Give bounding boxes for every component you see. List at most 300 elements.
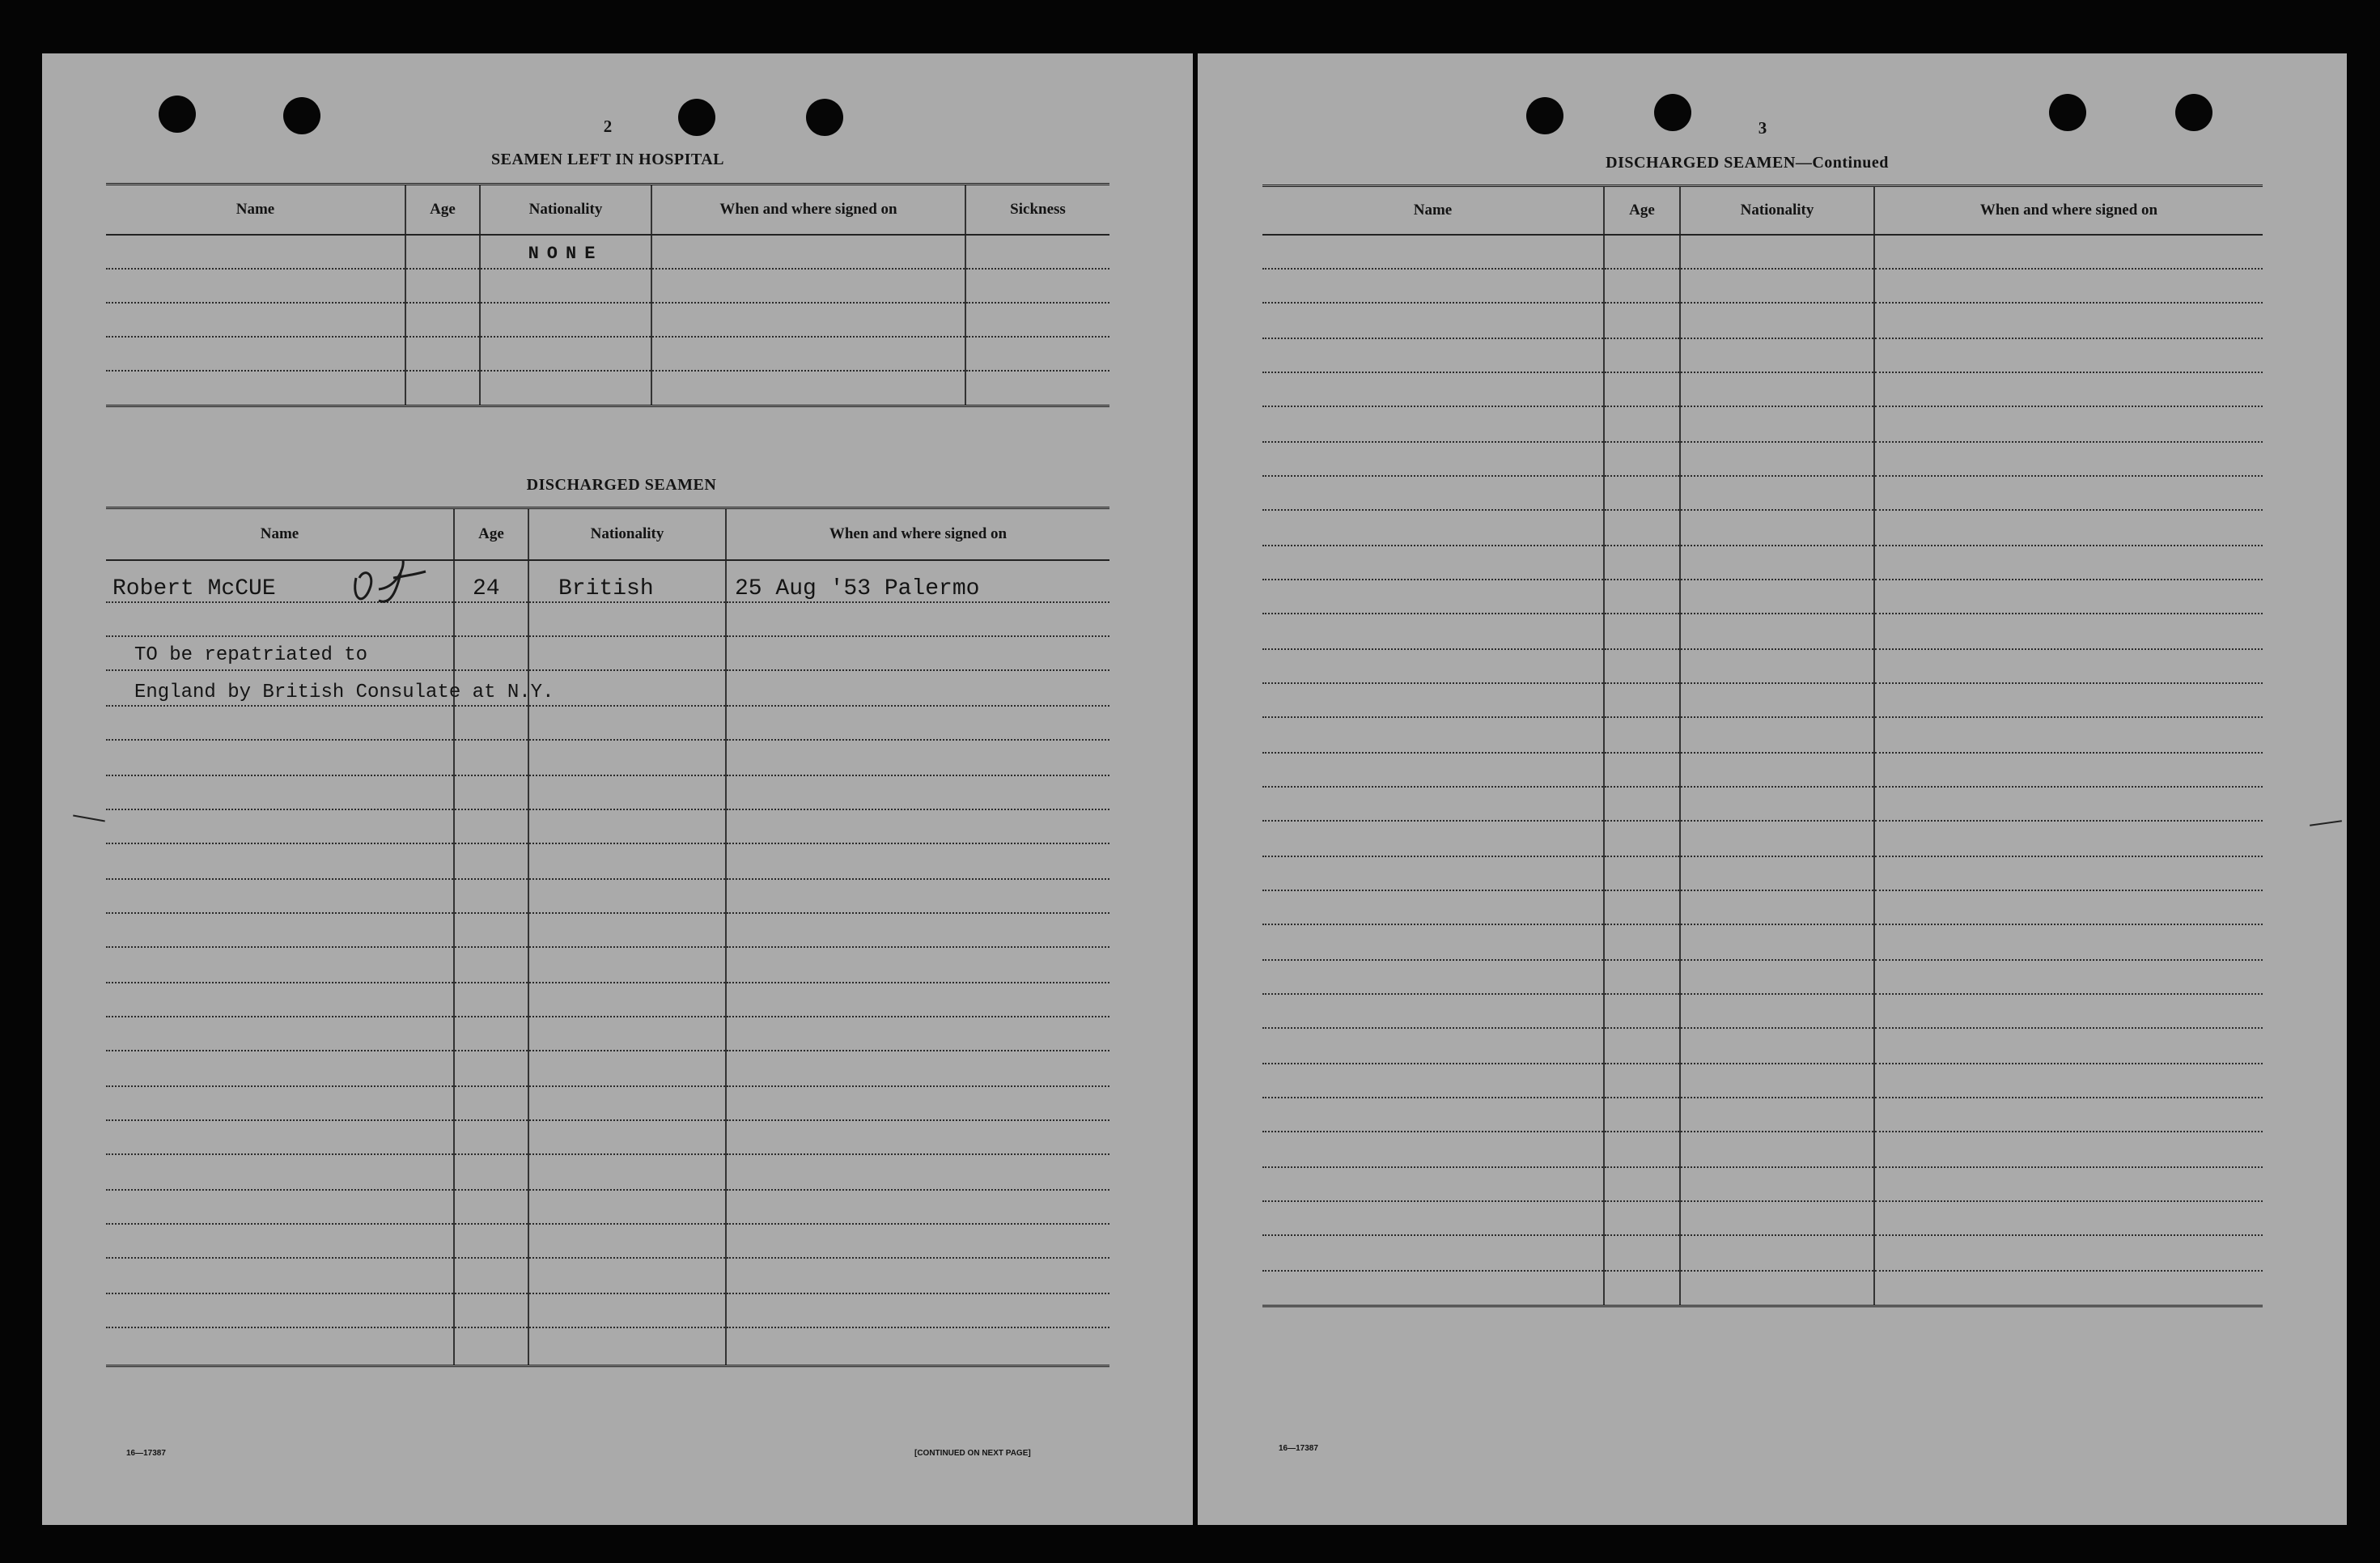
table-cell [1262,1064,1604,1098]
table-cell [1680,994,1874,1028]
table-row [1262,717,2263,753]
table-cell [726,670,1109,706]
table-cell [1262,924,1604,960]
table-cell [1680,717,1874,753]
table-row [1262,821,2263,856]
table-cell [726,740,1109,775]
table-cell [1680,372,1874,406]
form-number: 16—17387 [1279,1444,1318,1453]
table-cell [454,1190,528,1224]
table-row [106,740,1109,775]
table-row [106,1224,1109,1258]
table-cell [1604,476,1680,510]
table-cell [454,1258,528,1293]
table-cell [726,1327,1109,1366]
seaman-signed-on: 25 Aug '53 Palermo [726,560,1109,602]
table-cell [726,983,1109,1017]
table-row [106,560,1109,602]
table-cell [726,1224,1109,1258]
table-cell [528,1293,726,1327]
table-cell [1874,546,2263,580]
table-cell [1262,960,1604,994]
table-row [106,775,1109,809]
table-cell [1680,338,1874,372]
table-cell [1262,235,1604,269]
table-cell [528,1327,726,1366]
table-cell [965,371,1109,406]
table-row [106,508,1109,560]
table-cell [1680,821,1874,856]
table-cell [1680,510,1874,546]
table-cell [726,775,1109,809]
table-cell [106,913,454,947]
table-cell [405,235,480,269]
table-cell [1604,1132,1680,1167]
table-cell [454,602,528,636]
table-cell [528,1051,726,1086]
table-cell [454,1120,528,1154]
table-cell [1874,960,2263,994]
table-row [106,843,1109,879]
table-row [1262,1235,2263,1271]
table-cell [1604,235,1680,269]
table-cell [528,775,726,809]
table-cell [1874,1028,2263,1064]
table-cell [1604,372,1680,406]
table-cell [1262,338,1604,372]
table-cell [651,303,965,337]
table-cell [1262,787,1604,821]
table-cell [1604,546,1680,580]
table-cell [1874,1201,2263,1235]
table-cell [1680,303,1874,338]
hospital-table [106,183,1109,407]
table-row [106,1190,1109,1224]
table-cell [1262,1167,1604,1201]
table-row [1262,546,2263,580]
table-cell [1262,1132,1604,1167]
table-cell [1262,1098,1604,1132]
table-cell [1604,1201,1680,1235]
table-cell [528,602,726,636]
fold-mark [2310,820,2342,826]
table-cell [1874,476,2263,510]
table-cell [1680,614,1874,649]
table-cell [454,843,528,879]
table-cell [1604,649,1680,683]
table-cell [1874,1167,2263,1201]
table-cell [1680,1098,1874,1132]
table-cell [1874,717,2263,753]
punch-hole [283,97,320,134]
table-cell [1874,1271,2263,1306]
table-cell [1604,753,1680,787]
table-cell [726,843,1109,879]
table-cell [454,636,528,670]
table-cell [1874,1064,2263,1098]
table-row [1262,235,2263,269]
table-cell [106,1258,454,1293]
table-cell [480,269,651,303]
table-cell [1262,406,1604,442]
fold-mark [73,815,105,822]
table-cell [106,1293,454,1327]
table-cell [454,706,528,740]
table-cell [1262,442,1604,476]
discharged-continued-title [1606,154,1889,172]
table-cell [1874,338,2263,372]
table-cell [651,269,965,303]
table-cell [1604,1167,1680,1201]
table-cell [1262,269,1604,303]
table-cell [965,337,1109,371]
table-cell [1680,1132,1874,1167]
header-nationality: Nationality [1680,186,1874,235]
header-signed-on: When and where signed on [1874,186,2263,235]
table-row [1262,476,2263,510]
table-cell [1604,580,1680,614]
table-cell [106,740,454,775]
table-row [1262,580,2263,614]
table-cell [1874,924,2263,960]
table-row [1262,442,2263,476]
table-cell [651,235,965,269]
table-cell [726,1086,1109,1120]
repatriation-note-line1: TO be repatriated to [134,644,368,666]
table-cell [1874,235,2263,269]
table-cell [528,1120,726,1154]
table-cell [1262,753,1604,787]
table-row [1262,649,2263,683]
table-cell [454,775,528,809]
table-cell [1874,372,2263,406]
table-row [106,1327,1109,1366]
table-cell [106,337,405,371]
table-cell [528,740,726,775]
table-cell [528,983,726,1017]
table-cell [1604,856,1680,890]
table-cell [1604,269,1680,303]
table-cell [965,303,1109,337]
table-cell [1680,476,1874,510]
header-nationality: Nationality [480,185,651,235]
table-row [106,809,1109,843]
table-cell [1680,235,1874,269]
title-suffix: —Continued [1795,154,1889,172]
table-row [106,235,1109,269]
table-cell [106,809,454,843]
table-cell [106,269,405,303]
punch-hole [1654,94,1691,131]
table-cell [106,303,405,337]
table-cell [1262,580,1604,614]
table-cell [528,947,726,983]
table-row [106,1120,1109,1154]
table-cell [1874,406,2263,442]
table-row [1262,372,2263,406]
seaman-age: 24 [454,560,528,602]
table-cell [1604,303,1680,338]
table-cell [1874,890,2263,924]
continued-note: [CONTINUED ON NEXT PAGE] [914,1449,1031,1458]
table-cell [1874,856,2263,890]
table-cell [726,1190,1109,1224]
table-cell [106,235,405,269]
table-cell [1680,546,1874,580]
table-row [106,602,1109,636]
table-cell [454,879,528,913]
table-cell [1680,1028,1874,1064]
table-cell [1604,1028,1680,1064]
table-cell [528,1017,726,1051]
table-cell [454,1051,528,1086]
table-cell [1874,510,2263,546]
table-row [106,913,1109,947]
table-cell [454,1086,528,1120]
table-cell [651,337,965,371]
header-nationality: Nationality [528,508,726,560]
table-cell [528,843,726,879]
table-cell [454,740,528,775]
table-cell [106,706,454,740]
table-cell [1262,890,1604,924]
table-cell [106,1154,454,1190]
table-row [1262,303,2263,338]
punch-hole [678,99,715,136]
table-cell [1262,546,1604,580]
table-row [1262,960,2263,994]
table-cell [528,1154,726,1190]
header-signed-on: When and where signed on [726,508,1109,560]
table-row [1262,787,2263,821]
table-cell [106,879,454,913]
table-cell [1262,1028,1604,1064]
table-row [1262,1167,2263,1201]
table-cell [106,371,405,406]
table-row [1262,1271,2263,1306]
table-cell [106,775,454,809]
header-age: Age [405,185,480,235]
table-cell [1262,476,1604,510]
table-row [106,1154,1109,1190]
table-cell [528,809,726,843]
table-row [1262,890,2263,924]
table-cell [1874,1235,2263,1271]
table-cell [1262,1235,1604,1271]
table-row [106,1051,1109,1086]
table-cell [454,947,528,983]
table-cell [1874,994,2263,1028]
table-row [106,303,1109,337]
table-cell [1874,442,2263,476]
table-cell [528,1258,726,1293]
table-cell [1604,442,1680,476]
table-row [1262,1132,2263,1167]
table-cell [1604,1064,1680,1098]
table-cell [405,371,480,406]
table-row [1262,338,2263,372]
table-cell [1604,890,1680,924]
table-cell [1874,269,2263,303]
table-row [106,879,1109,913]
table-cell [106,1017,454,1051]
table-cell [1680,1064,1874,1098]
table-cell [1604,924,1680,960]
table-row [106,947,1109,983]
discharged-table [106,507,1109,1367]
table-cell [1680,649,1874,683]
table-row [106,1086,1109,1120]
handwritten-initials [346,554,435,610]
table-cell [1604,717,1680,753]
table-cell [1680,683,1874,717]
header-signed-on: When and where signed on [651,185,965,235]
table-row [1262,994,2263,1028]
table-cell [1680,580,1874,614]
table-cell [1604,994,1680,1028]
table-cell [106,843,454,879]
none-value: NONE [528,243,604,264]
table-cell [106,1190,454,1224]
table-row [1262,406,2263,442]
table-cell [106,1086,454,1120]
table-cell [1874,303,2263,338]
table-cell [454,1154,528,1190]
repatriation-note-line2: England by British Consulate at N.Y. [134,682,554,703]
header-name: Name [106,185,405,235]
table-cell [1604,787,1680,821]
table-cell [480,337,651,371]
table-cell [1604,338,1680,372]
table-cell [106,1327,454,1366]
table-cell [106,947,454,983]
table-cell [106,983,454,1017]
table-cell [1680,1167,1874,1201]
hospital-section-title: SEAMEN LEFT IN HOSPITAL [490,151,725,168]
table-cell [1874,787,2263,821]
table-cell [1680,442,1874,476]
table-cell [726,1293,1109,1327]
table-row [106,706,1109,740]
table-cell [1262,614,1604,649]
table-cell [726,1051,1109,1086]
table-cell [651,371,965,406]
table-cell [528,913,726,947]
table-cell [1680,1201,1874,1235]
table-cell [454,1327,528,1366]
table-cell [405,303,480,337]
table-row [1262,1201,2263,1235]
table-row [1262,683,2263,717]
left-page [42,53,1193,1525]
table-cell [1680,753,1874,787]
table-cell [1604,821,1680,856]
table-cell [106,1051,454,1086]
right-page [1198,53,2347,1525]
table-cell [1680,269,1874,303]
table-cell [1874,1132,2263,1167]
table-cell [528,636,726,670]
table-cell [726,809,1109,843]
table-cell [1262,372,1604,406]
table-cell [1604,1098,1680,1132]
table-cell [480,235,651,269]
table-row [1262,1064,2263,1098]
table-cell [454,1017,528,1051]
table-cell [1604,1235,1680,1271]
table-cell [726,947,1109,983]
form-number: 16—17387 [126,1449,166,1458]
table-cell [726,879,1109,913]
table-cell [106,1120,454,1154]
header-age: Age [454,508,528,560]
title-main: DISCHARGED SEAMEN [1606,154,1796,172]
table-cell [454,1224,528,1258]
table-cell [1874,821,2263,856]
header-age: Age [1604,186,1680,235]
page-number: 2 [603,117,613,136]
table-row [1262,856,2263,890]
table-cell [726,913,1109,947]
table-cell [1262,303,1604,338]
table-cell [1680,1271,1874,1306]
table-cell [965,269,1109,303]
table-row [1262,753,2263,787]
punch-hole [806,99,843,136]
table-cell [726,1154,1109,1190]
table-row [1262,510,2263,546]
table-cell [528,670,726,706]
table-cell [1680,890,1874,924]
table-row [1262,186,2263,235]
table-row [1262,1028,2263,1064]
table-row [106,371,1109,406]
table-cell [1874,1098,2263,1132]
table-cell [726,636,1109,670]
table-cell [528,706,726,740]
table-row [1262,614,2263,649]
seaman-nationality: British [528,560,726,602]
table-cell [405,269,480,303]
table-row [106,337,1109,371]
table-cell [1604,683,1680,717]
table-cell [1604,510,1680,546]
table-cell [726,1017,1109,1051]
table-cell [1262,510,1604,546]
table-cell [480,303,651,337]
table-cell [726,1258,1109,1293]
punch-hole [159,96,196,133]
seaman-name: Robert McCUE [106,560,454,602]
table-cell [528,1190,726,1224]
header-name: Name [1262,186,1604,235]
page-number: 3 [1758,118,1767,138]
table-cell [965,235,1109,269]
table-cell [1874,683,2263,717]
table-cell [1604,1271,1680,1306]
table-row [1262,924,2263,960]
table-cell [405,337,480,371]
table-cell [528,879,726,913]
punch-hole [1526,97,1563,134]
table-cell [1262,821,1604,856]
table-cell [1680,856,1874,890]
punch-hole [2175,94,2212,131]
header-name: Name [106,508,454,560]
table-cell [1604,614,1680,649]
discharged-continued-table [1262,185,2263,1307]
table-cell [1262,1271,1604,1306]
